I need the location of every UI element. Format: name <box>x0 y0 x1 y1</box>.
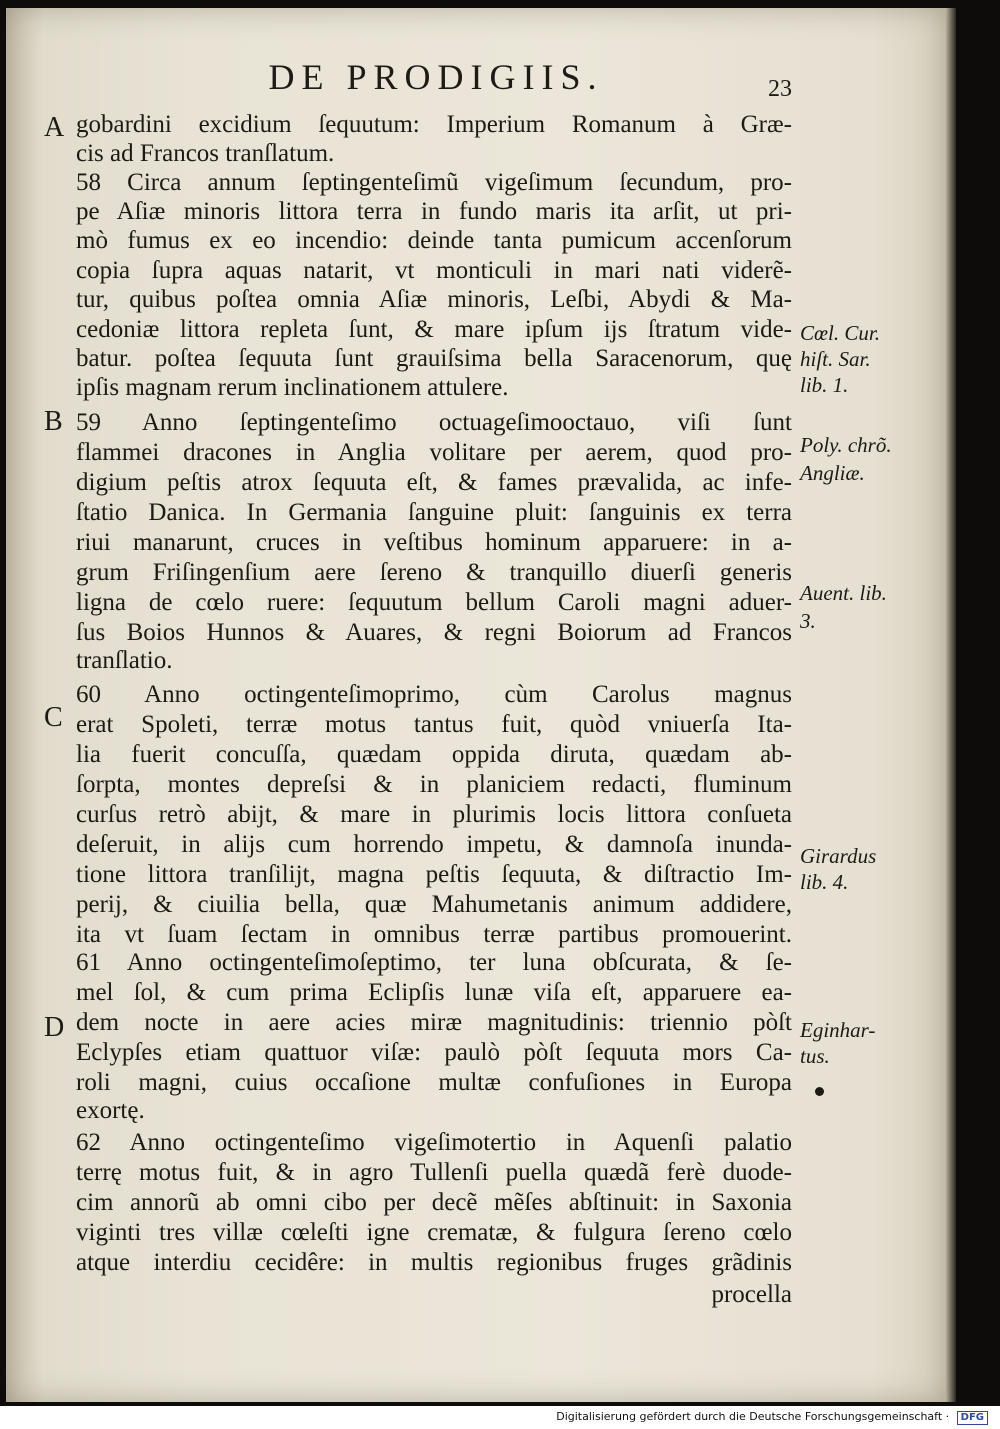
ink-dot <box>815 1087 824 1096</box>
text-line: 61 Anno octingenteſimoſeptimo, ter luna obſcurata, & ſe- <box>76 949 792 976</box>
text-line: tur, quibus poſtea omnia Aſiæ minoris, Leſbi, Abydi & Ma- <box>76 286 792 313</box>
text-line: viginti tres villæ cœleſti igne crematæ, & fulgura ſereno cœlo <box>76 1219 792 1246</box>
text-line: ſtatio Danica. In Germania ſanguine pluit: ſanguinis ex terra <box>76 499 792 526</box>
catchword: procella <box>711 1281 792 1308</box>
page-title: DE PRODIGIIS. <box>268 57 604 97</box>
margin-note: Angliæ. <box>800 461 865 485</box>
text-line: ligna de cœlo ruere: ſequutum bellum Caroli magni aduer- <box>76 589 792 616</box>
text-line: tranſlatio. <box>76 647 173 674</box>
margin-note: lib. 1. <box>800 373 849 397</box>
text-line: ipſis magnam rerum inclinationem attulere. <box>76 374 509 401</box>
text-line: cim annorũ ab omni cibo per decẽ mẽſes abſtinuit: in Saxonia <box>76 1189 792 1216</box>
text-line: 59 Anno ſeptingenteſimo octuageſimooctauo, viſi ſunt <box>76 409 792 436</box>
margin-note: Auent. lib. <box>800 581 887 605</box>
section-letter-b: B <box>44 406 63 437</box>
text-line: ſorpta, montes depreſsi & in planiciem redacti, fluminum <box>76 771 792 798</box>
page-number: 23 <box>768 76 792 102</box>
text-line: digium peſtis atrox ſequuta eſt, & fames prævalida, ac infe- <box>76 469 792 496</box>
footer-text: Digitalisierung gefördert durch die Deutsche Forschungsgemeinschaft · <box>556 1410 950 1423</box>
text-line: curſus retrò abijt, & mare in plurimis locis littora conſueta <box>76 801 792 828</box>
text-line: riui manarunt, cruces in veſtibus hominum apparuere: in a- <box>76 529 792 556</box>
text-line: erat Spoleti, terræ motus tantus fuit, quòd vniuerſa Ita- <box>76 711 792 738</box>
text-line: deſeruit, in alijs cum horrendo impetu, & damnoſa inunda- <box>76 831 792 858</box>
text-line: 60 Anno octingenteſimoprimo, cùm Carolus magnus <box>76 681 792 708</box>
text-line: terrę motus fuit, & in agro Tullenſi puella quædã ferè duode- <box>76 1159 792 1186</box>
text-line: perij, & ciuilia bella, quæ Mahumetanis animum addidere, <box>76 891 792 918</box>
text-line: tione littora tranſilijt, magna peſtis ſequuta, & diſtractio Im- <box>76 861 792 888</box>
text-line: pe Aſiæ minoris littora terra in fundo maris ita arſit, ut pri- <box>76 198 792 225</box>
text-line: lia fuerit concuſſa, quædam oppida diruta, quædam ab- <box>76 741 792 768</box>
text-line: cis ad Francos tranſlatum. <box>76 140 335 167</box>
text-line: batur. poſtea ſequuta ſunt grauiſsima bella Saracenorum, quę <box>76 345 792 372</box>
margin-note: Poly. chrõ. <box>800 433 892 457</box>
text-line: gobardini excidium ſequutum: Imperium Romanum à Græ- <box>76 111 792 138</box>
section-letter-a: A <box>44 112 65 143</box>
text-line: ſus Boios Hunnos & Auares, & regni Boiorum ad Francos <box>76 619 792 646</box>
text-line: copia ſupra aquas natarit, vt monticuli in mari nati viderẽ- <box>76 257 792 284</box>
margin-note: hiſt. Sar. <box>800 347 871 371</box>
margin-note: lib. 4. <box>800 870 849 894</box>
section-letter-c: C <box>44 702 63 733</box>
text-line: 58 Circa annum ſeptingenteſimũ vigeſimum ſecundum, pro- <box>76 169 792 196</box>
footer-credit <box>556 1410 988 1425</box>
text-line: roli magni, cuius occaſione multæ confuſiones in Europa <box>76 1069 792 1096</box>
section-letter-d: D <box>44 1012 65 1043</box>
text-line: exortę. <box>76 1097 145 1124</box>
running-head <box>0 56 1000 98</box>
text-line: cedoniæ littora repleta ſunt, & mare ipſum ijs ſtratum vide- <box>76 316 792 343</box>
page-edge <box>946 8 956 1402</box>
text-line: mò fumus ex eo incendio: deinde tanta pumicum accenſorum <box>76 227 792 254</box>
text-line: atque interdiu cecidêre: in multis regionibus fruges grãdinis <box>76 1249 792 1276</box>
margin-note: Cœl. Cur. <box>800 321 880 345</box>
text-line: Eclypſes etiam quattuor viſæ: paulò pòſt ſequuta mors Ca- <box>76 1039 792 1066</box>
margin-note: tus. <box>800 1044 830 1068</box>
margin-note: 3. <box>800 609 816 633</box>
margin-note: Girardus <box>800 844 877 868</box>
margin-note: Eginhar- <box>800 1018 876 1042</box>
text-line: flammei dracones in Anglia volitare per aerem, quod pro- <box>76 439 792 466</box>
text-line: dem nocte in aere acies miræ magnitudinis: triennio pòſt <box>76 1009 792 1036</box>
text-line: grum Friſingenſium aere ſereno & tranquillo diuerſi generis <box>76 559 792 586</box>
text-line: mel ſol, & cum prima Eclipſis lunæ viſa eſt, apparuere ea- <box>76 979 792 1006</box>
text-line: 62 Anno octingenteſimo vigeſimotertio in Aquenſi palatio <box>76 1129 792 1156</box>
dfg-logo: DFG <box>957 1411 988 1425</box>
text-line: ita vt ſuam ſectam in omnibus terræ partibus promouerint. <box>76 921 792 948</box>
